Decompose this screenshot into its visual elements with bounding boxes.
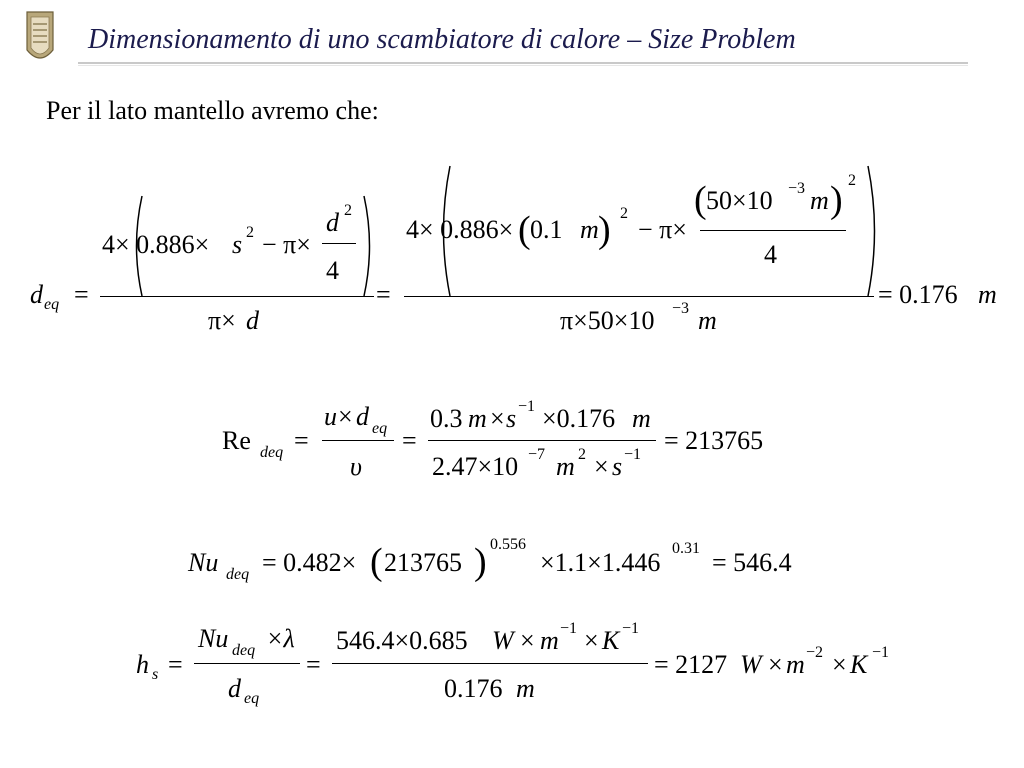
eq3-result: = 546.4 <box>712 548 792 577</box>
eq4-frac1-num-sub: deq <box>232 642 256 659</box>
eq3-open-paren: ( <box>370 541 383 583</box>
eq4-lhs-sub: s <box>152 666 159 683</box>
eq1-den2-a: π×50×10 <box>560 306 655 335</box>
eq4-result-k: K <box>850 650 868 679</box>
eq3-rhs-b: ×1.1×1.446 <box>540 548 661 577</box>
eq3-rhs-b-exp: 0.31 <box>672 540 700 557</box>
eq4-frac2-num-a: 546.4×0.685 <box>336 626 468 655</box>
eq4-equals-2: = <box>306 650 321 679</box>
eq4-frac2-den-m: m <box>516 674 535 703</box>
eq4-result-x2: × <box>832 650 847 679</box>
eq2-frac2-num-s-exp: −1 <box>518 398 536 415</box>
eq4-fraction-line-2 <box>332 663 648 664</box>
eq2-frac2-den-s-exp: −1 <box>624 446 642 463</box>
intro-text: Per il lato mantello avremo che: <box>46 96 379 125</box>
eq1-inner-close-paren: ) <box>830 179 843 221</box>
eq4-result-m-exp: −2 <box>806 644 824 661</box>
eq4-frac2-num-w: W <box>492 626 514 655</box>
eq1-num2-frac-outer-exp: 2 <box>848 172 856 189</box>
eq4-frac2-num-m-exp: −1 <box>560 620 578 637</box>
eq1-num2-frac-num-a: 50×10 <box>706 186 773 215</box>
eq2-frac2-den-exp: −7 <box>528 446 546 463</box>
eq4-frac2-num-x: × <box>520 626 535 655</box>
eq3-close-paren: ) <box>474 541 487 583</box>
eq4-fraction-line-1 <box>194 663 300 664</box>
eq2-frac2-num-x: × <box>490 404 505 433</box>
eq2-frac1-num-x: × <box>338 402 353 431</box>
eq3-lhs-sub: deq <box>226 566 250 583</box>
eq4-frac1-num-nu: Nu <box>198 624 229 653</box>
eq2-lhs: Re <box>222 426 251 455</box>
eq1-lhs-var: d <box>30 280 43 309</box>
eq4-frac1-den-sub: eq <box>244 690 260 707</box>
eq1-num1-frac-num-exp: 2 <box>344 202 352 219</box>
eq1-num2-frac-den: 4 <box>764 240 777 269</box>
eq4-result-w: W <box>740 650 762 679</box>
eq2-frac2-num-s: s <box>506 404 517 433</box>
eq1-num2-frac-num-m: m <box>810 186 829 215</box>
eq4-frac2-den-a: 0.176 <box>444 674 503 703</box>
eq1-num1-minus: − π× <box>262 230 311 259</box>
eq4-result-x: × <box>768 650 783 679</box>
eq2-frac2-den-m-exp: 2 <box>578 446 586 463</box>
eq1-inner-open-paren: ( <box>694 179 707 221</box>
eq3-lhs: Nu <box>188 548 219 577</box>
eq1-num1-s: s <box>232 230 243 259</box>
eq1-num2-p: 0.1 <box>530 215 563 244</box>
eq1-num1-a: 4× 0.886× <box>102 230 210 259</box>
eq4-frac2-num-k: K <box>602 626 620 655</box>
eq2-frac2-den-s: s <box>612 452 623 481</box>
eq4-equals: = <box>168 650 183 679</box>
eq2-frac1-num-sub: eq <box>372 420 388 437</box>
eq1-num1-frac-num: d <box>326 208 339 237</box>
eq1-den1: π× <box>208 306 236 335</box>
eq2-frac2-num-m2: m <box>632 404 651 433</box>
eq3-paren-exp: 0.556 <box>490 536 526 553</box>
eq4-result-k-exp: −1 <box>872 644 890 661</box>
eq1-num1-s-exp: 2 <box>246 224 254 241</box>
eq3-paren-val: 213765 <box>384 548 462 577</box>
eq2-equals: = <box>294 426 309 455</box>
eq2-frac2-num-a: 0.3 <box>430 404 463 433</box>
eq1-num2-m: m <box>580 215 599 244</box>
eq4-lhs: h <box>136 650 149 679</box>
eq4-frac1-den-d: d <box>228 674 241 703</box>
eq1-equals: = <box>74 280 89 309</box>
eq1-num2-open-paren: ( <box>518 209 531 251</box>
eq4-result-m: m <box>786 650 805 679</box>
eq1-result-unit: m <box>978 280 997 309</box>
eq2-frac2-num-b: ×0.176 <box>542 404 616 433</box>
eq2-frac2-den-x: × <box>594 452 609 481</box>
eq1-num2-minus: − π× <box>638 215 687 244</box>
eq2-frac2-num-m: m <box>468 404 487 433</box>
page-title: Dimensionamento di uno scambiatore di calore – Size Problem <box>88 24 796 55</box>
eq1-num2-a: 4× 0.886× <box>406 215 514 244</box>
eq1-num1-frac-den: 4 <box>326 256 339 285</box>
eq2-frac1-num-u: u <box>324 402 337 431</box>
eq4-frac2-num-k-exp: −1 <box>622 620 640 637</box>
eq1-den2-m: m <box>698 306 717 335</box>
eq2-frac1-den: υ <box>350 452 362 481</box>
eq2-equals-2: = <box>402 426 417 455</box>
eq3-rhs-a: = 0.482× <box>262 548 357 577</box>
eq4-result-a: = 2127 <box>654 650 728 679</box>
eq1-result: = 0.176 <box>878 280 958 309</box>
eq1-den2-exp: −3 <box>672 300 690 317</box>
eq2-frac1-num-d: d <box>356 402 369 431</box>
eq1-den1-var: d <box>246 306 259 335</box>
eq4-frac2-num-m: m <box>540 626 559 655</box>
eq2-lhs-sub: deq <box>260 444 284 461</box>
eq1-num2-p-exp: 2 <box>620 205 628 222</box>
eq1-equals-2: = <box>376 280 391 309</box>
eq4-frac1-num-lambda: ×λ <box>266 624 295 653</box>
eq1-num2-frac-num-exp: −3 <box>788 180 806 197</box>
eq4-frac2-num-x2: × <box>584 626 599 655</box>
eq2-frac2-den-m: m <box>556 452 575 481</box>
eq1-lhs-sub: eq <box>44 296 60 313</box>
eq2-result: = 213765 <box>664 426 764 455</box>
eq1-num2-close-paren: ) <box>598 209 611 251</box>
eq2-frac2-den-a: 2.47×10 <box>432 452 519 481</box>
